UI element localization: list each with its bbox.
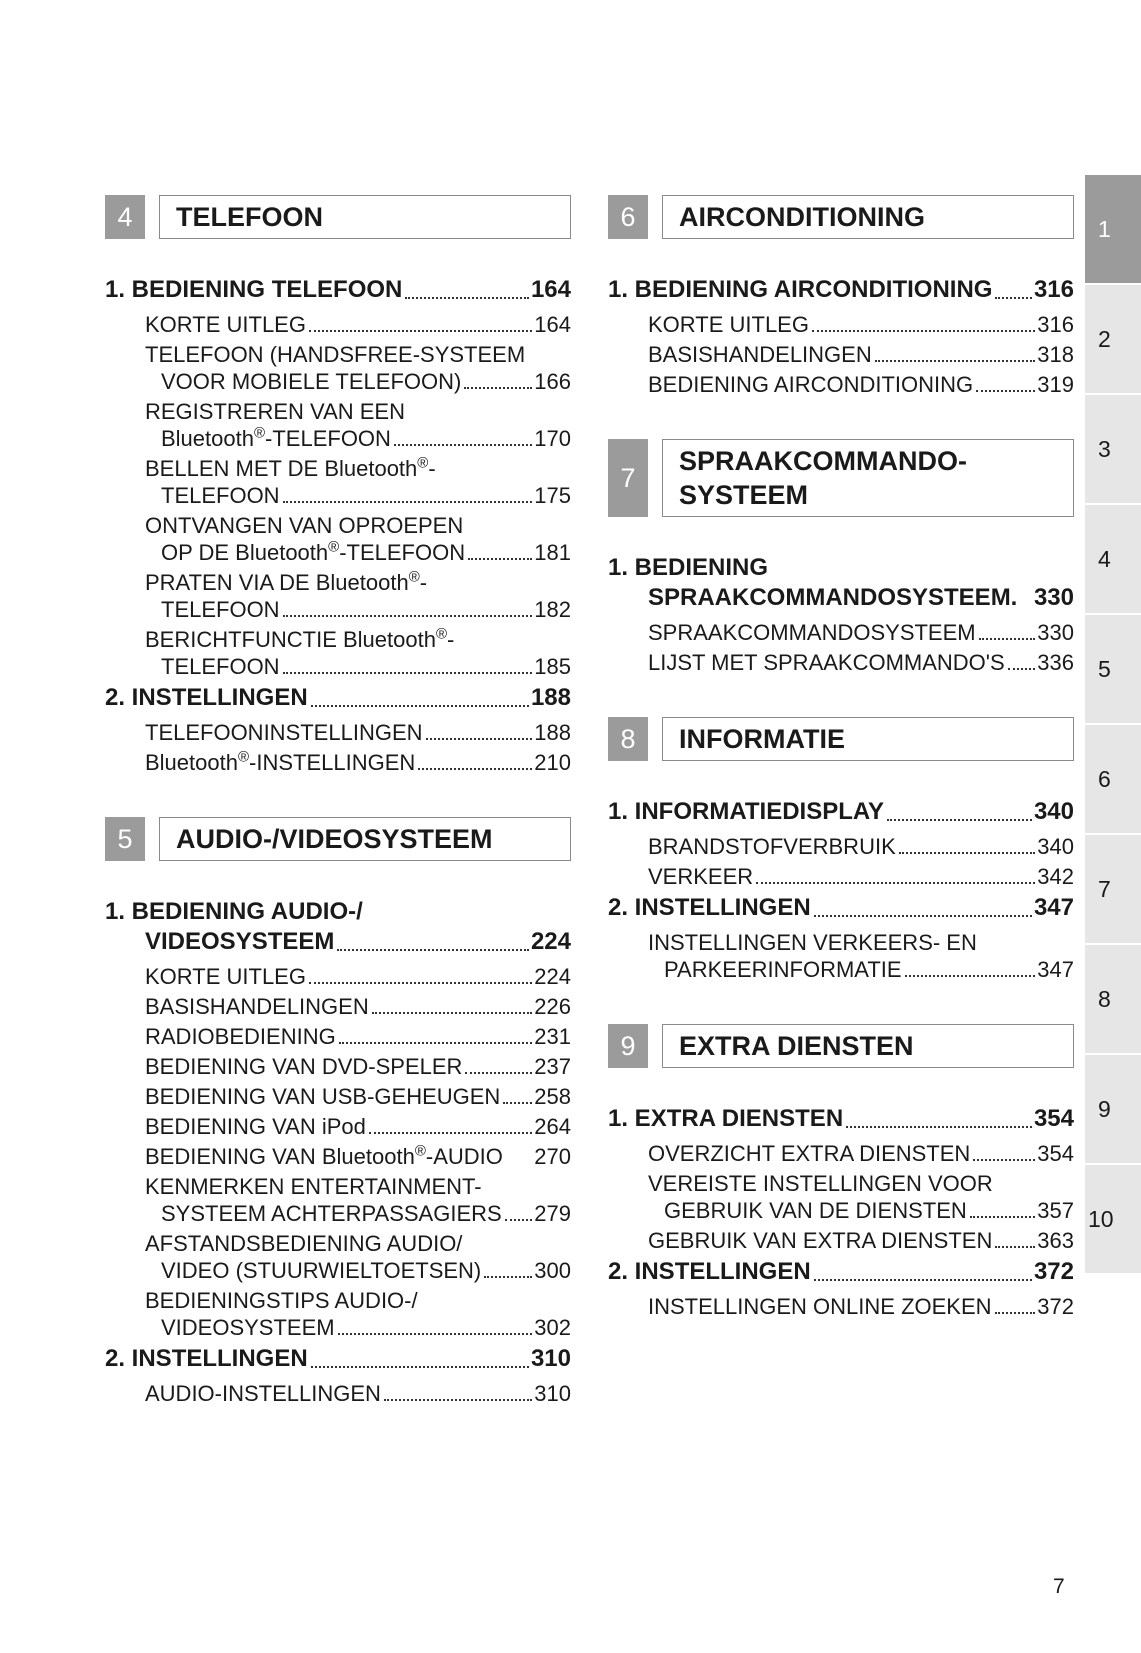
toc-entry-text: ONTVANGEN VAN OPROEPEN <box>145 513 464 538</box>
page-ref: 181 <box>534 540 571 565</box>
toc-subentry[interactable] <box>105 1230 571 1284</box>
toc-entry[interactable] <box>105 275 571 305</box>
section-title: TELEFOON <box>159 195 571 239</box>
toc-subentry[interactable] <box>608 833 1074 860</box>
toc-entry-text: BEDIENING AIRCONDITIONING <box>648 372 974 397</box>
section-5-header <box>105 817 571 861</box>
leader-dots <box>418 768 532 770</box>
leader-dots <box>814 1279 1032 1281</box>
toc-entry-text: 1. BEDIENING <box>608 554 769 581</box>
page-ref: 188 <box>530 684 571 711</box>
chapter-tab-9[interactable]: 9 <box>1085 1055 1141 1163</box>
section-7-header <box>608 439 1074 517</box>
page-ref: 224 <box>534 964 571 989</box>
leader-dots <box>814 915 1032 917</box>
leader-dots <box>309 982 532 984</box>
toc-entry-text: REGISTREREN VAN EEN <box>145 399 405 424</box>
registered-mark: ® <box>253 424 266 442</box>
page-ref: 318 <box>1037 342 1074 367</box>
toc-subentry[interactable] <box>105 1143 571 1170</box>
leader-dots <box>309 330 532 332</box>
page-ref: 188 <box>534 720 571 745</box>
leader-dots <box>384 1399 532 1401</box>
toc-subentry[interactable] <box>105 1173 571 1227</box>
leader-dots <box>995 297 1031 299</box>
chapter-tab-10[interactable]: 10 <box>1085 1165 1141 1273</box>
toc-subentry[interactable] <box>608 371 1074 398</box>
toc-subentry[interactable] <box>105 512 571 566</box>
toc-subentry[interactable] <box>608 1140 1074 1167</box>
leader-dots <box>846 1126 1032 1128</box>
chapter-tabs <box>1085 175 1141 1275</box>
page-ref: 264 <box>534 1114 571 1139</box>
leader-dots <box>311 705 529 707</box>
toc-entry-text: BEDIENINGSTIPS AUDIO-/ <box>145 1288 418 1313</box>
page-ref: 336 <box>1037 650 1074 675</box>
toc-entry[interactable] <box>608 553 1074 613</box>
toc-entry-text: PRATEN VIA DE Bluetooth®- <box>145 568 428 595</box>
leader-dots <box>283 672 533 674</box>
toc-subentry[interactable] <box>608 1293 1074 1320</box>
toc-entry-text: KORTE UITLEG <box>648 312 809 337</box>
leader-dots <box>995 1246 1035 1248</box>
page-ref: 330 <box>1037 620 1074 645</box>
leader-dots <box>1008 668 1036 670</box>
page-ref: 340 <box>1037 834 1074 859</box>
page-ref: 310 <box>534 1381 571 1406</box>
page-ref: 347 <box>1033 894 1074 921</box>
toc-subentry[interactable] <box>608 929 1074 983</box>
toc-entry-text: KORTE UITLEG <box>145 964 306 989</box>
toc-entry-text-cont: OP DE Bluetooth®-TELEFOON <box>161 538 466 565</box>
leader-dots <box>995 1312 1036 1314</box>
toc-subentry[interactable] <box>105 1113 571 1140</box>
toc-entry-text: INSTELLINGEN VERKEERS- EN <box>648 930 977 955</box>
section-number: 6 <box>608 195 648 239</box>
toc-entry-text: 1. BEDIENING AUDIO-/ <box>105 898 363 925</box>
toc-entry-text: 1. EXTRA DIENSTEN <box>608 1105 844 1132</box>
toc-entry-text: BASISHANDELINGEN <box>648 342 872 367</box>
page-ref: 319 <box>1037 372 1074 397</box>
leader-dots <box>756 882 1035 884</box>
toc-subentry[interactable] <box>105 398 571 452</box>
chapter-tab-1[interactable]: 1 <box>1085 175 1141 283</box>
leader-dots <box>812 330 1035 332</box>
toc-entry[interactable] <box>608 1104 1074 1134</box>
page-ref: 279 <box>534 1201 571 1226</box>
toc-entry[interactable] <box>608 797 1074 827</box>
page-ref: 347 <box>1037 957 1074 982</box>
page-ref: 310 <box>530 1345 571 1372</box>
page-ref: 258 <box>534 1084 571 1109</box>
section-number: 5 <box>105 817 145 861</box>
toc-entry-text: TELEFOON (HANDSFREE-SYSTEEM <box>145 342 526 367</box>
toc-subentry[interactable] <box>105 1023 571 1050</box>
page-ref: 342 <box>1037 864 1074 889</box>
leader-dots <box>465 1072 532 1074</box>
section-number: 8 <box>608 717 648 761</box>
toc-subentry[interactable] <box>105 749 571 776</box>
page-ref: 166 <box>534 369 571 394</box>
toc-entry-text: 1. INFORMATIEDISPLAY <box>608 798 885 825</box>
toc-subentry[interactable] <box>105 341 571 395</box>
chapter-tab-7[interactable]: 7 <box>1085 835 1141 943</box>
toc-entry-text: BEDIENING VAN Bluetooth®-AUDIO <box>145 1142 503 1169</box>
chapter-tab-3[interactable]: 3 <box>1085 395 1141 503</box>
leader-dots <box>973 1159 1035 1161</box>
toc-entry-text: AFSTANDSBEDIENING AUDIO/ <box>145 1231 463 1256</box>
section-4-header <box>105 195 571 239</box>
toc-entry[interactable] <box>105 1344 571 1374</box>
registered-mark: ® <box>414 1142 426 1160</box>
page-ref: 300 <box>534 1258 571 1283</box>
page-ref: 372 <box>1037 1294 1074 1319</box>
leader-dots <box>905 975 1036 977</box>
toc-entry-text-cont: TELEFOON <box>161 483 280 508</box>
page-ref: 237 <box>534 1054 571 1079</box>
page-ref: 354 <box>1033 1105 1074 1132</box>
leader-dots <box>311 1366 529 1368</box>
leader-dots <box>283 615 533 617</box>
leader-dots <box>505 1219 533 1221</box>
page-ref: 354 <box>1037 1141 1074 1166</box>
page-ref: 185 <box>534 654 571 679</box>
page-ref: 270 <box>534 1144 571 1169</box>
toc-subentry[interactable] <box>105 993 571 1020</box>
toc-entry-text: Bluetooth®-INSTELLINGEN <box>145 748 416 775</box>
chapter-tab-2[interactable]: 2 <box>1085 285 1141 393</box>
leader-dots <box>875 360 1036 362</box>
right-column <box>608 195 1074 1323</box>
registered-mark: ® <box>237 748 250 766</box>
registered-mark: ® <box>328 538 340 556</box>
toc-subentry[interactable] <box>608 619 1074 646</box>
toc-entry-text-cont: PARKEERINFORMATIE <box>664 957 902 982</box>
toc-entry-text-cont: VIDEOSYSTEEM <box>145 928 335 955</box>
leader-dots <box>405 297 529 299</box>
toc-subentry[interactable] <box>105 1380 571 1407</box>
chapter-tab-6[interactable]: 6 <box>1085 725 1141 833</box>
page-ref: 302 <box>534 1315 571 1340</box>
toc-entry-text: BERICHTFUNCTIE Bluetooth®- <box>145 625 455 652</box>
toc-entry-text: VEREISTE INSTELLINGEN VOOR <box>648 1171 993 1196</box>
page-ref: 182 <box>534 597 571 622</box>
toc-entry-text: 1. BEDIENING AIRCONDITIONING <box>608 276 993 303</box>
leader-dots <box>887 819 1032 821</box>
toc-entry[interactable] <box>608 893 1074 923</box>
leader-dots <box>339 1042 533 1044</box>
page-ref: 175 <box>534 483 571 508</box>
page-ref: 372 <box>1033 1258 1074 1285</box>
toc-subentry[interactable] <box>608 1227 1074 1254</box>
toc-entry-text-cont: TELEFOON <box>161 654 280 679</box>
toc-entry-text: SPRAAKCOMMANDOSYSTEEM <box>648 620 976 645</box>
section-6-header <box>608 195 1074 239</box>
section-8-header <box>608 717 1074 761</box>
toc-entry[interactable] <box>608 1257 1074 1287</box>
leader-dots <box>283 501 533 503</box>
page-ref: 226 <box>534 994 571 1019</box>
toc-subentry[interactable] <box>608 311 1074 338</box>
toc-subentry[interactable] <box>608 863 1074 890</box>
toc-entry-text: INSTELLINGEN ONLINE ZOEKEN <box>648 1294 992 1319</box>
page-ref: 231 <box>534 1024 571 1049</box>
toc-entry-text-cont: SPRAAKCOMMANDOSYSTEEM. <box>648 584 1018 611</box>
section-title: EXTRA DIENSTEN <box>662 1024 1074 1068</box>
section-number: 4 <box>105 195 145 239</box>
leader-dots <box>338 1333 533 1335</box>
toc-entry-text: 1. BEDIENING TELEFOON <box>105 276 403 303</box>
toc-entry-text: LIJST MET SPRAAKCOMMANDO'S <box>648 650 1005 675</box>
toc-subentry[interactable] <box>105 1287 571 1341</box>
toc-entry[interactable] <box>105 683 571 713</box>
page-ref: 164 <box>534 312 571 337</box>
toc-entry-text-cont: TELEFOON <box>161 597 280 622</box>
toc-entry[interactable] <box>105 897 571 957</box>
leader-dots <box>464 387 532 389</box>
page-ref: 164 <box>530 276 571 303</box>
page-number: 7 <box>1053 1575 1065 1598</box>
toc-entry-text: BELLEN MET DE Bluetooth®- <box>145 454 436 481</box>
section-9-header <box>608 1024 1074 1068</box>
page-ref: 316 <box>1033 276 1074 303</box>
section-number: 9 <box>608 1024 648 1068</box>
leader-dots <box>426 738 533 740</box>
toc-entry-text: OVERZICHT EXTRA DIENSTEN <box>648 1141 971 1166</box>
toc-entry-text-cont: VIDEO (STUURWIELTOETSEN) <box>161 1258 482 1283</box>
toc-entry-text: BEDIENING VAN iPod <box>145 1114 366 1139</box>
section-title: AUDIO-/VIDEOSYSTEEM <box>159 817 571 861</box>
leader-dots <box>369 1132 532 1134</box>
toc-subentry[interactable] <box>105 719 571 746</box>
chapter-tab-5[interactable]: 5 <box>1085 615 1141 723</box>
page-ref: 357 <box>1037 1198 1074 1223</box>
toc-entry-text: BASISHANDELINGEN <box>145 994 369 1019</box>
toc-subentry[interactable] <box>105 569 571 623</box>
toc-entry-text: 2. INSTELLINGEN <box>608 894 811 921</box>
toc-entry-text-cont: SYSTEEM ACHTERPASSAGIERS <box>161 1201 502 1226</box>
page-ref: 224 <box>530 928 571 955</box>
leader-dots <box>337 949 529 951</box>
leader-dots <box>468 558 532 560</box>
leader-dots <box>394 444 532 446</box>
toc-entry-text-cont: GEBRUIK VAN DE DIENSTEN <box>664 1198 967 1223</box>
chapter-tab-8[interactable]: 8 <box>1085 945 1141 1053</box>
toc-entry-text: GEBRUIK VAN EXTRA DIENSTEN <box>648 1228 993 1253</box>
page-ref: 170 <box>534 426 571 451</box>
chapter-tab-4[interactable]: 4 <box>1085 505 1141 613</box>
section-title: SPRAAKCOMMANDO- SYSTEEM <box>662 439 1074 517</box>
page-ref: 210 <box>534 750 571 775</box>
leader-dots <box>970 1216 1036 1218</box>
toc-subentry[interactable] <box>608 341 1074 368</box>
toc-entry-text: VERKEER <box>648 864 754 889</box>
leader-dots <box>484 1276 532 1278</box>
toc-entry[interactable] <box>608 275 1074 305</box>
section-title: AIRCONDITIONING <box>662 195 1074 239</box>
toc-entry-text: BRANDSTOFVERBRUIK <box>648 834 896 859</box>
page-ref: 330 <box>1033 584 1074 611</box>
toc-entry-text: KENMERKEN ENTERTAINMENT- <box>145 1174 482 1199</box>
toc-subentry[interactable] <box>105 963 571 990</box>
registered-mark: ® <box>435 625 448 643</box>
toc-subentry[interactable] <box>105 455 571 509</box>
leader-dots <box>979 638 1036 640</box>
registered-mark: ® <box>408 568 420 586</box>
toc-entry-text: 2. INSTELLINGEN <box>105 1345 308 1372</box>
toc-subentry[interactable] <box>105 311 571 338</box>
toc-subentry[interactable] <box>105 1053 571 1080</box>
toc-entry-text-cont: VOOR MOBIELE TELEFOON) <box>161 369 462 394</box>
toc-entry-text: KORTE UITLEG <box>145 312 306 337</box>
section-number: 7 <box>608 439 648 517</box>
page-ref: 316 <box>1037 312 1074 337</box>
page-ref: 340 <box>1033 798 1074 825</box>
leader-dots <box>976 390 1035 392</box>
left-column <box>105 195 571 1410</box>
leader-dots <box>372 1012 533 1014</box>
toc-entry-text: 2. INSTELLINGEN <box>105 684 308 711</box>
toc-entry-text-cont: Bluetooth®-TELEFOON <box>161 424 391 451</box>
leader-dots <box>899 852 1036 854</box>
section-title: INFORMATIE <box>662 717 1074 761</box>
toc-entry-text: RADIOBEDIENING <box>145 1024 336 1049</box>
toc-subentry[interactable] <box>105 1083 571 1110</box>
leader-dots <box>503 1102 532 1104</box>
registered-mark: ® <box>417 454 429 472</box>
toc-entry-text: 2. INSTELLINGEN <box>608 1258 811 1285</box>
page-ref: 363 <box>1037 1228 1074 1253</box>
toc-entry-text: BEDIENING VAN USB-GEHEUGEN <box>145 1084 501 1109</box>
toc-subentry[interactable] <box>608 649 1074 676</box>
toc-subentry[interactable] <box>105 626 571 680</box>
toc-entry-text: TELEFOONINSTELLINGEN <box>145 720 423 745</box>
toc-subentry[interactable] <box>608 1170 1074 1224</box>
toc-entry-text: BEDIENING VAN DVD-SPELER <box>145 1054 463 1079</box>
toc-entry-text: AUDIO-INSTELLINGEN <box>145 1381 381 1406</box>
toc-entry-text-cont: VIDEOSYSTEEM <box>161 1315 335 1340</box>
